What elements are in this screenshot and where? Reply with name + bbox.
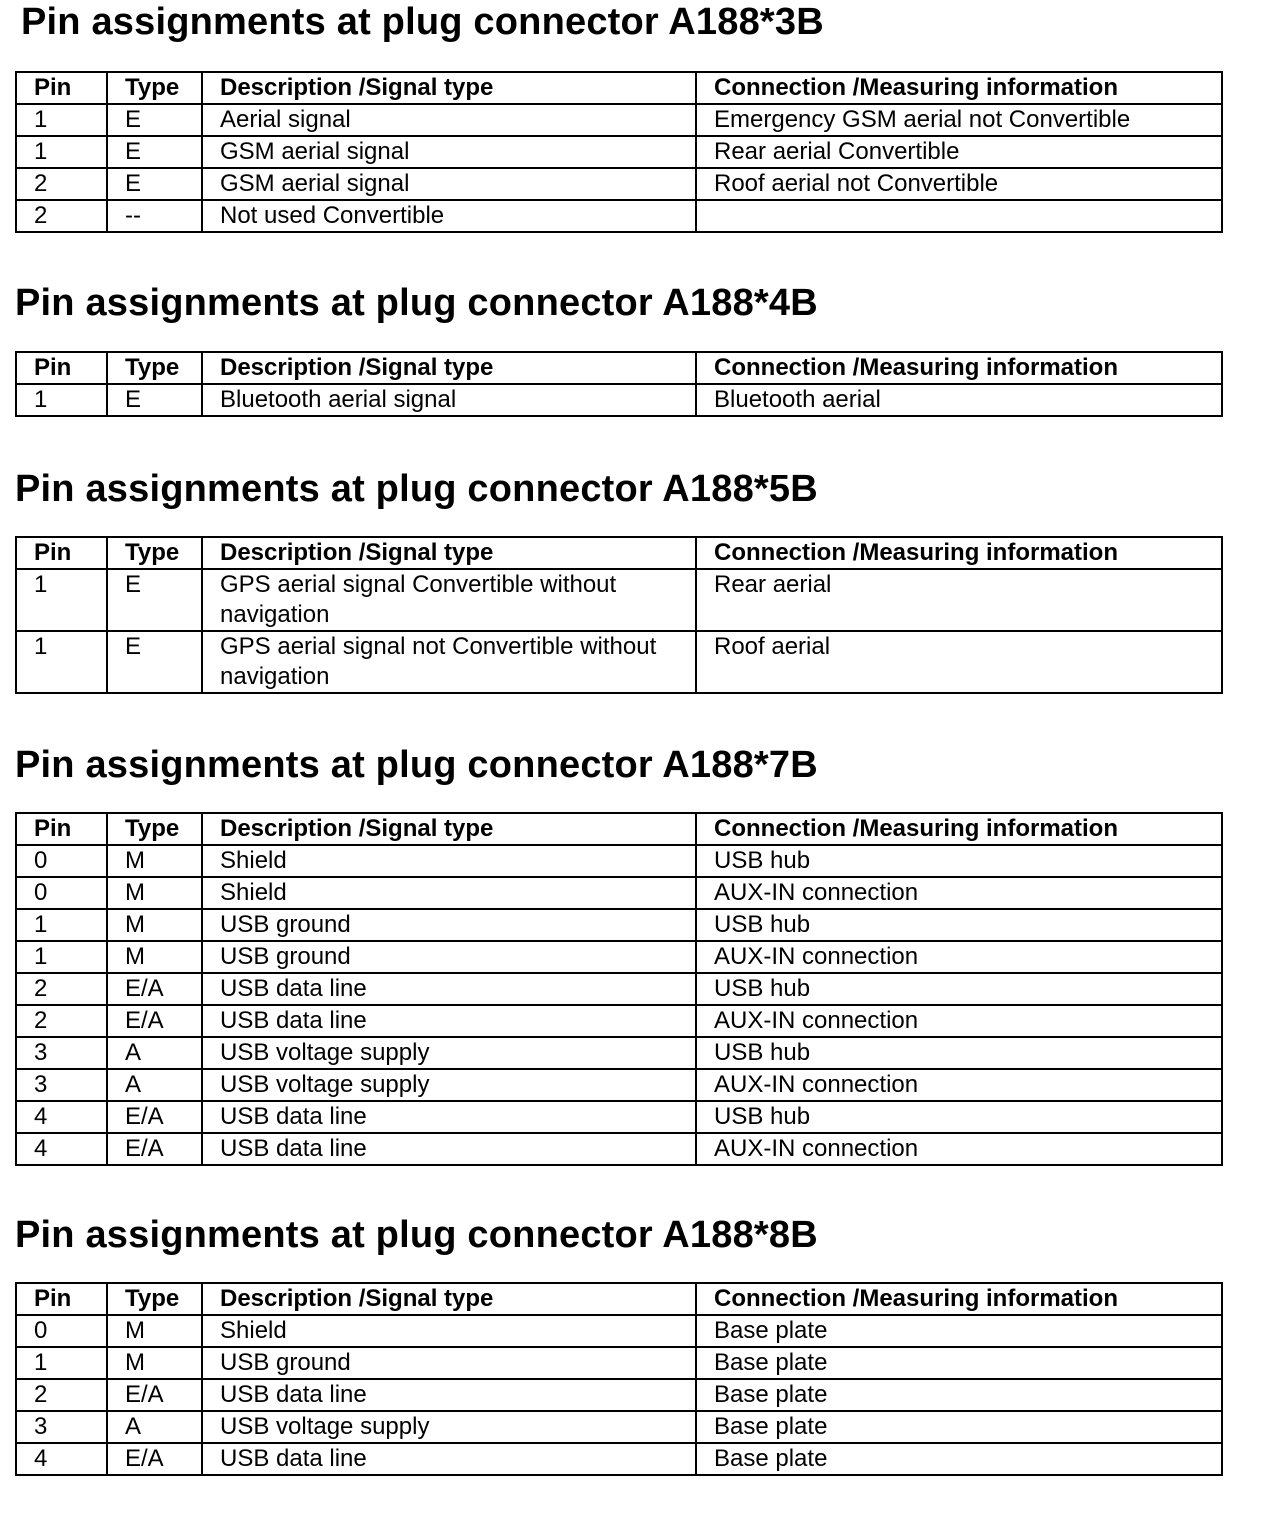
cell-type: E/A (107, 973, 202, 1005)
table-row (16, 200, 1222, 232)
header-pin: Pin (16, 537, 107, 569)
header-connection: Connection /Measuring information (696, 537, 1222, 569)
cell-description: USB data line (202, 1379, 696, 1411)
table-header-row (16, 1283, 1222, 1315)
section-title: Pin assignments at plug connector A188*3B (21, 1, 824, 43)
cell-pin: 1 (16, 909, 107, 941)
table-row (16, 1411, 1222, 1443)
section-a188-3b (15, 0, 1131, 229)
cell-connection (696, 200, 1222, 232)
cell-pin: 1 (16, 384, 107, 416)
table-row (16, 1347, 1222, 1379)
cell-connection: AUX-IN connection (696, 1069, 1222, 1101)
cell-connection: Rear aerial Convertible (696, 136, 1222, 168)
cell-pin: 4 (16, 1101, 107, 1133)
cell-description: Bluetooth aerial signal (202, 384, 696, 416)
header-type: Type (107, 537, 202, 569)
table-header-row (16, 352, 1222, 384)
header-type: Type (107, 1283, 202, 1315)
cell-type: M (107, 1315, 202, 1347)
table-row (16, 1379, 1222, 1411)
header-description: Description /Signal type (202, 72, 696, 104)
cell-connection: Base plate (696, 1443, 1222, 1475)
cell-connection: AUX-IN connection (696, 1133, 1222, 1165)
cell-pin: 0 (16, 877, 107, 909)
cell-type: E/A (107, 1101, 202, 1133)
cell-description: USB voltage supply (202, 1411, 696, 1443)
table-row (16, 569, 1222, 631)
table-row (16, 845, 1222, 877)
cell-type: E (107, 136, 202, 168)
table-row (16, 384, 1222, 416)
cell-description: GPS aerial signal not Convertible without navigation (202, 631, 696, 693)
header-pin: Pin (16, 813, 107, 845)
cell-description: GSM aerial signal (202, 168, 696, 200)
section-title: Pin assignments at plug connector A188*5B (15, 468, 818, 510)
cell-pin: 2 (16, 1379, 107, 1411)
table-row (16, 104, 1222, 136)
cell-connection: Bluetooth aerial (696, 384, 1222, 416)
cell-description: USB data line (202, 1133, 696, 1165)
cell-description: USB voltage supply (202, 1037, 696, 1069)
cell-pin: 1 (16, 631, 107, 693)
cell-description: Aerial signal (202, 104, 696, 136)
table-row (16, 136, 1222, 168)
header-description: Description /Signal type (202, 813, 696, 845)
section-a188-7b (15, 743, 1119, 1162)
section-title: Pin assignments at plug connector A188*7B (15, 744, 818, 786)
cell-description: GPS aerial signal Convertible without navigation (202, 569, 696, 631)
cell-type: A (107, 1069, 202, 1101)
cell-pin: 0 (16, 845, 107, 877)
pin-table (15, 351, 1223, 417)
cell-connection: USB hub (696, 973, 1222, 1005)
cell-description: USB voltage supply (202, 1069, 696, 1101)
pin-table (15, 536, 1223, 694)
table-header-row (16, 72, 1222, 104)
table-row (16, 973, 1222, 1005)
cell-pin: 4 (16, 1443, 107, 1475)
cell-connection: Emergency GSM aerial not Convertible (696, 104, 1222, 136)
cell-connection: USB hub (696, 909, 1222, 941)
cell-type: E/A (107, 1443, 202, 1475)
cell-type: E (107, 384, 202, 416)
cell-connection: USB hub (696, 1037, 1222, 1069)
pin-table (15, 71, 1223, 233)
pin-table (15, 1282, 1223, 1476)
cell-connection: Base plate (696, 1379, 1222, 1411)
cell-description: USB data line (202, 1443, 696, 1475)
cell-connection: AUX-IN connection (696, 1005, 1222, 1037)
cell-pin: 2 (16, 973, 107, 1005)
cell-description: Shield (202, 845, 696, 877)
cell-type: M (107, 877, 202, 909)
table-row (16, 1037, 1222, 1069)
table-row (16, 1101, 1222, 1133)
cell-type: E (107, 631, 202, 693)
cell-type: A (107, 1411, 202, 1443)
section-a188-8b (15, 1213, 1119, 1472)
cell-pin: 2 (16, 1005, 107, 1037)
cell-description: USB data line (202, 1005, 696, 1037)
cell-pin: 0 (16, 1315, 107, 1347)
cell-pin: 2 (16, 168, 107, 200)
cell-description: Not used Convertible (202, 200, 696, 232)
cell-pin: 1 (16, 104, 107, 136)
header-description: Description /Signal type (202, 1283, 696, 1315)
cell-connection: AUX-IN connection (696, 941, 1222, 973)
cell-connection: Roof aerial not Convertible (696, 168, 1222, 200)
cell-description: USB data line (202, 973, 696, 1005)
cell-pin: 4 (16, 1133, 107, 1165)
cell-description: USB ground (202, 1347, 696, 1379)
cell-type: A (107, 1037, 202, 1069)
cell-connection: USB hub (696, 845, 1222, 877)
cell-type: M (107, 845, 202, 877)
cell-type: E/A (107, 1133, 202, 1165)
cell-connection: Base plate (696, 1347, 1222, 1379)
table-row (16, 1069, 1222, 1101)
cell-type: E (107, 168, 202, 200)
table-row (16, 941, 1222, 973)
table-header-row (16, 537, 1222, 569)
cell-description: Shield (202, 1315, 696, 1347)
cell-pin: 1 (16, 1347, 107, 1379)
cell-description: USB ground (202, 909, 696, 941)
table-row (16, 877, 1222, 909)
header-description: Description /Signal type (202, 537, 696, 569)
cell-pin: 3 (16, 1037, 107, 1069)
cell-type: E (107, 569, 202, 631)
cell-pin: 1 (16, 136, 107, 168)
table-row (16, 1005, 1222, 1037)
section-a188-5b (15, 467, 1119, 690)
header-type: Type (107, 352, 202, 384)
header-connection: Connection /Measuring information (696, 1283, 1222, 1315)
cell-connection: Roof aerial (696, 631, 1222, 693)
cell-description: USB ground (202, 941, 696, 973)
section-a188-4b (15, 281, 1119, 413)
table-row (16, 909, 1222, 941)
cell-type: M (107, 1347, 202, 1379)
header-connection: Connection /Measuring information (696, 352, 1222, 384)
cell-type: E/A (107, 1379, 202, 1411)
header-type: Type (107, 72, 202, 104)
cell-type: -- (107, 200, 202, 232)
cell-pin: 3 (16, 1069, 107, 1101)
section-title: Pin assignments at plug connector A188*4B (15, 282, 818, 324)
cell-pin: 2 (16, 200, 107, 232)
header-pin: Pin (16, 1283, 107, 1315)
cell-description: Shield (202, 877, 696, 909)
cell-connection: USB hub (696, 1101, 1222, 1133)
header-type: Type (107, 813, 202, 845)
header-pin: Pin (16, 352, 107, 384)
header-pin: Pin (16, 72, 107, 104)
table-row (16, 168, 1222, 200)
pin-table (15, 812, 1223, 1166)
table-row (16, 1315, 1222, 1347)
table-row (16, 1443, 1222, 1475)
cell-connection: Base plate (696, 1315, 1222, 1347)
cell-type: E (107, 104, 202, 136)
section-title: Pin assignments at plug connector A188*8B (15, 1214, 818, 1256)
cell-connection: AUX-IN connection (696, 877, 1222, 909)
header-connection: Connection /Measuring information (696, 72, 1222, 104)
cell-pin: 1 (16, 569, 107, 631)
cell-pin: 1 (16, 941, 107, 973)
cell-connection: Rear aerial (696, 569, 1222, 631)
cell-description: GSM aerial signal (202, 136, 696, 168)
cell-description: USB data line (202, 1101, 696, 1133)
cell-type: M (107, 941, 202, 973)
table-row (16, 1133, 1222, 1165)
cell-type: M (107, 909, 202, 941)
header-description: Description /Signal type (202, 352, 696, 384)
cell-connection: Base plate (696, 1411, 1222, 1443)
cell-type: E/A (107, 1005, 202, 1037)
table-header-row (16, 813, 1222, 845)
cell-pin: 3 (16, 1411, 107, 1443)
table-row (16, 631, 1222, 693)
header-connection: Connection /Measuring information (696, 813, 1222, 845)
